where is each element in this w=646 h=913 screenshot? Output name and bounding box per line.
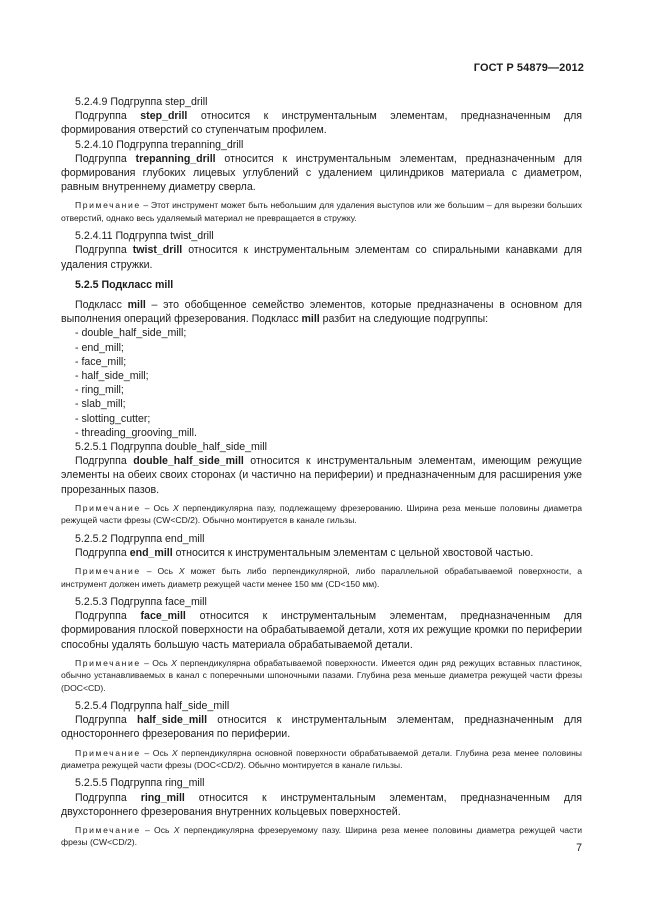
term-mill: mill xyxy=(127,299,146,312)
list-item: - face_mill; xyxy=(75,355,127,368)
term-face-mill: face_mill xyxy=(140,610,186,623)
term-ring-mill: ring_mill xyxy=(140,791,185,804)
list-item: - slab_mill; xyxy=(75,398,126,411)
list-item: - slotting_cutter; xyxy=(75,412,151,425)
term-end-mill: end_mill xyxy=(129,546,173,559)
paragraph-face-mill: Подгруппа face_mill относится к инструментальным элементам, предназначенным для формирования плоской поверхности на обрабатываемой детали, хотя их режущие кромки по периферии способны удалять большую часть материала обрабатываемой детали. xyxy=(61,610,583,651)
note-label: Примечание xyxy=(75,566,141,577)
paragraph-half-side-mill: Подгруппа half_side_mill относится к инструментальным элементам, предназначенным для одностороннего фрезерования по периферии. xyxy=(61,714,583,741)
note-label: Примечание xyxy=(75,824,141,835)
mill-subgroups-list xyxy=(61,326,582,440)
heading-end-mill: 5.2.5.2 Подгруппа end_mill xyxy=(75,532,205,545)
standard-header: ГОСТ Р 54879—2012 xyxy=(473,62,584,74)
term-step-drill: step_drill xyxy=(140,110,188,123)
paragraph-trepanning-drill: Подгруппа trepanning_drill относится к инструментальным элементам, предназначенным для формирования глубоких лицевых углублений с удалением цилиндриков материала с диаметром, равным внутреннему диаметру сверла. xyxy=(61,152,582,194)
heading-face-mill: 5.2.5.3 Подгруппа face_mill xyxy=(75,595,207,608)
heading-double-half-side-mill: 5.2.5.1 Подгруппа double_half_side_mill xyxy=(75,441,267,454)
note-trepanning-drill: Примечание – Этот инструмент может быть небольшим для удаления выступов или же большим – для вырезки больших отверстий, однако весь удаляемый материал не превращается в стружку. xyxy=(61,200,582,223)
note-label: Примечание xyxy=(75,502,141,513)
paragraph-end-mill: Подгруппа end_mill относится к инструментальным элементам с цельной хвостовой частью. xyxy=(75,546,534,559)
term-half-side-mill: half_side_mill xyxy=(137,714,208,727)
page-number: 7 xyxy=(576,842,582,854)
note-end-mill: Примечание – Ось X может быть либо перпендикулярной, либо параллельной обрабатываемой поверхности, а инструмент должен иметь диаметр режущей части менее 150 мм (CD<150 мм). xyxy=(61,566,582,589)
note-half-side-mill: Примечание – Ось X перпендикулярна основной поверхности обрабатываемой детали. Глубина реза менее половины диаметра режущей части фрезы (DOC<CD/2). Обычно монтируется в канале гильзы. xyxy=(61,747,582,770)
paragraph-double-half-side-mill: Подгруппа double_half_side_mill относится к инструментальным элементам, имеющим режущие элементы на обеих своих сторонах (и частично на периферии) и предназначенным для расширения уже прорезанных пазов. xyxy=(61,455,583,496)
heading-ring-mill: 5.2.5.5 Подгруппа ring_mill xyxy=(75,777,205,790)
list-item: - ring_mill; xyxy=(75,384,124,397)
heading-trepanning-drill: 5.2.4.10 Подгруппа trepanning_drill xyxy=(75,138,244,151)
note-double-half-side-mill: Примечание – Ось X перпендикулярна пазу, подлежащему фрезерованию. Ширина реза меньше половины диаметра режущей части фрезы (CW<CD/2). Обычно монтируется в канале гильзы. xyxy=(61,502,582,526)
heading-step-drill: 5.2.4.9 Подгруппа step_drill xyxy=(75,96,208,108)
paragraph-twist-drill: Подгруппа twist_drill относится к инструментальным элементам со спиральными канавками для удаления стружки. xyxy=(61,244,582,271)
note-label: Примечание xyxy=(75,200,141,211)
heading-half-side-mill: 5.2.5.4 Подгруппа half_side_mill xyxy=(75,699,230,712)
list-item: - double_half_side_mill; xyxy=(75,327,187,340)
list-item: - end_mill; xyxy=(75,341,124,354)
paragraph-ring-mill: Подгруппа ring_mill относится к инструментальным элементам, предназначенным для двухстороннего фрезерования внутренних кольцевых поверхностей. xyxy=(61,791,583,818)
list-item: - half_side_mill; xyxy=(75,370,149,383)
term-double-half-side-mill: double_half_side_mill xyxy=(133,455,244,468)
term-trepanning-drill: trepanning_drill xyxy=(135,152,216,165)
term-mill-2: mill xyxy=(301,313,320,326)
page-content xyxy=(61,95,582,854)
paragraph-step-drill: Подгруппа step_drill относится к инструментальным элементам, предназначенным для формирования отверстий со ступенчатым профилем. xyxy=(61,110,583,137)
note-ring-mill: Примечание – Ось X перпендикулярна фрезеруемому пазу. Ширина реза менее половины диаметра режущей части фрезы (CW<CD/2). xyxy=(61,824,583,848)
note-label: Примечание xyxy=(75,747,141,758)
paragraph-mill-subclass: Подкласс mill – это обобщенное семейство элементов, которые предназначены в основном для выполнения операций фрезерования. Подкласс mill разбит на следующие подгруппы: xyxy=(61,299,582,326)
heading-twist-drill: 5.2.4.11 Подгруппа twist_drill xyxy=(75,230,214,243)
heading-mill-subclass: 5.2.5 Подкласс mill xyxy=(75,278,174,291)
term-twist-drill: twist_drill xyxy=(132,244,183,257)
note-label: Примечание xyxy=(75,657,141,668)
note-face-mill: Примечание – Ось X перпендикулярна обрабатываемой поверхности. Имеется один ряд режущих вставных пластинок, обычно устанавливаемых в канал с поперечными шпоночными пазами. Глубина реза меньше диаметра режущей части фрезы (DOC<CD). xyxy=(61,657,582,693)
list-item: - threading_grooving_mill. xyxy=(75,426,197,439)
